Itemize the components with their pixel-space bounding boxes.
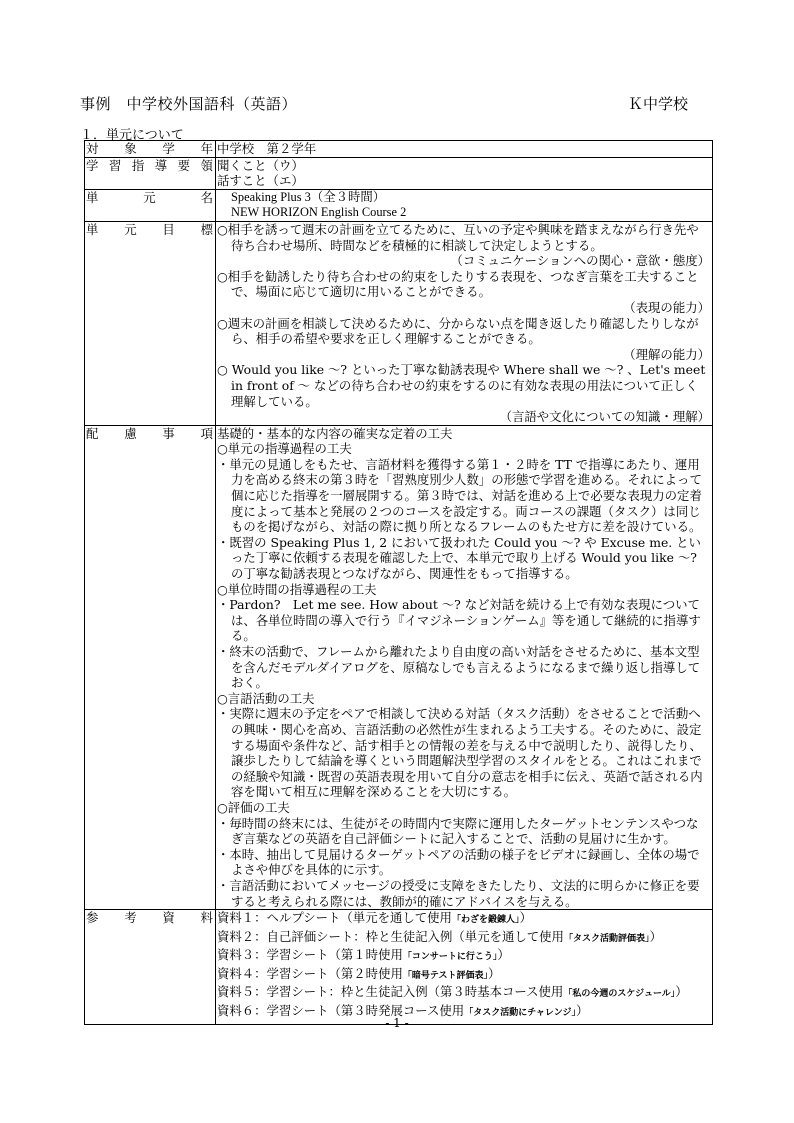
row-content [216, 221, 713, 425]
consideration-heading: 基礎的・基本的な内容の確実な定着の工夫 [217, 425, 453, 441]
grade-text: 中学校 第２学年 [217, 141, 317, 156]
row-label: 単元名 [85, 189, 216, 221]
consideration-subheading: ○単位時間の指導過程の工夫 [217, 581, 377, 597]
row-label: 単元目標 [85, 221, 216, 425]
textbook-name: NEW HORIZON English Course 2 [231, 205, 407, 220]
row-content [216, 189, 713, 221]
unit-plan-table [84, 140, 713, 1025]
consideration-bullet: ・終末の活動で、フレームから離れたより自由度の高い対話をさせるために、基本文型を含んだモデルダイアログを、原稿なしでも言えるようになるまで繰り返し指導しておく。 [217, 644, 701, 691]
reference-item: 資料４：学習シート（第２時使用「暗号テスト評価表」） [217, 965, 501, 981]
reference-item: 資料５：学習シート：枠と生徒記入例（第３時基本コース使用「私の今週のスケジュール」） [217, 984, 688, 1000]
page-number: - 1 - [385, 1016, 409, 1030]
row-label: 学習指導要領 [85, 157, 216, 189]
material-title-tag: 「私の今週のスケジュール」 [563, 989, 676, 1000]
table-row [85, 910, 713, 1025]
material-title-tag: 「タスク活動評価表」 [563, 933, 650, 944]
consideration-bullet: ・単元の見通しをもたせ、言語材料を獲得する第１・２時を TT で指導にあたり、運用力を高める終末の第３時を「習熟度別少人数」の形態で学習を進める。それによって個に応じた指導を一層展開する。第３時では、対話を進める上で必要な表現力の定着度によって基本と発展の２つのコースを設定する。両コースの課題（タスク）は同じものを掲げながら、対話の際に拠り所となるフレームのもたせ方に差を設けている。 [217, 456, 702, 535]
consideration-bullet: ・実際に週末の予定をペアで相談して決める対話（タスク活動）をさせることで活動への興味・関心を高め、言語活動の必然性が生まれるよう工夫する。そのために、設定する場面や条件など、話す相手との情報の差を与える中で説明したり、説得したり、譲歩したりして結論を導くという問題解決型学習のスタイルをとる。これはこれまでの経験や知識・既習の英語表現を用いて自分の意志を相手に伝え、英語で話される内容を聞いて相互に理解を深めることを大切にする。 [217, 706, 703, 800]
guideline-item: 聞くこと（ウ） [217, 157, 304, 173]
consideration-bullet: ・既習の Speaking Plus 1, 2 において扱われた Could you ～? や Excuse me. といった丁寧に依頼する表現を確認した上で、本単元で取り上げる Would you like ～? の丁寧な勧誘表現とつなげながら、関連性をもって指導する。 [217, 534, 701, 582]
material-title-tag: 「暗号テスト評価表」 [402, 970, 488, 981]
table-row [85, 425, 713, 909]
document-title: 事例 中学校外国語科（英語） [80, 95, 298, 113]
reference-item: 資料６：学習シート（第３時発展コース使用「タスク活動にチャレンジ」） [217, 1003, 589, 1019]
material-title-tag: 「わざを鍛錬人」 [451, 915, 520, 926]
section-heading: １．単元について [80, 128, 184, 143]
guideline-item: 話すこと（エ） [217, 173, 304, 189]
table-row [85, 221, 713, 425]
goal-text: ○週末の計画を相談して決めるために、分からない点を聞き返したり確認したりしながら、相手の希望や要求を正しく理解することができる。 [217, 315, 699, 347]
reference-item: 資料３：学習シート（第１時使用「コンサートに行こう」） [217, 947, 510, 963]
consideration-subheading: ○単元の指導過程の工夫 [217, 441, 352, 457]
consideration-bullet: ・言語活動においてメッセージの授受に支障をきたしたり、文法的に明らかに修正を要すると考えられる際には、教師が的確にアドバイスを与える。 [217, 877, 700, 909]
goal-text: ○相手を勧誘したり待ち合わせの約束をしたりする表現を、つなぎ言葉を工夫することで、場面に応じて適切に用いることができる。 [217, 268, 699, 300]
row-content [216, 910, 713, 1025]
material-title-tag: 「タスク活動にチャレンジ」 [464, 1008, 576, 1019]
goal-text: ○相手を誘って週末の計画を立てるために、互いの予定や興味を踏まえながら行き先や待ち合わせ場所、時間などを積極的に相談して決定しようとする。 [217, 221, 699, 253]
goal-category: （理解の能力） [623, 346, 710, 362]
row-label: 配慮事項 [85, 425, 216, 909]
consideration-bullet: ・Pardon? Let me see. How about ～? など対話を続ける上で有効な表現については、各単位時間の導入で行う『イマジネーションゲーム』等を通して継続的に指導する。 [217, 597, 701, 644]
consideration-bullet: ・本時、抽出して見届けるターゲットペアの活動の様子をビデオに録画し、全体の場でよさや伸びを具体的に示す。 [217, 846, 700, 878]
row-content [216, 141, 713, 158]
goal-category: （表現の能力） [623, 299, 710, 315]
reference-item: 資料２：自己評価シート：枠と生徒記入例（単元を通して使用「タスク活動評価表」） [217, 928, 662, 944]
consideration-bullet: ・毎時間の終末には、生徒がその時間内で実際に運用したターゲットセンテンスやつなぎ言葉などの英語を自己評価シートに記入することで、活動の見届けに生かす。 [217, 815, 699, 847]
unit-name: Speaking Plus 3（全３時間） [231, 189, 386, 204]
table-row [85, 157, 713, 189]
row-content [216, 425, 713, 909]
school-name: Ｋ中学校 [628, 95, 689, 113]
reference-item: 資料１：ヘルプシート（単元を通して使用「わざを鍛錬人」） [217, 910, 532, 926]
row-label: 対象学年 [85, 141, 216, 158]
table-row [85, 141, 713, 158]
consideration-subheading: ○評価の工夫 [217, 799, 290, 815]
table-row [85, 189, 713, 221]
goal-category: （コミュニケーションへの関心・意欲・態度） [450, 253, 710, 269]
goal-text: ○ Would you like ～? といった丁寧な勧誘表現や Where shall we ～? 、Let's meet in front of ～ などの待ち合わせの約束をするのに有効な表現の用法について正しく理解している。 [217, 362, 706, 409]
row-label: 参考資料 [85, 910, 216, 1025]
material-title-tag: 「コンサートに行こう」 [402, 952, 498, 963]
goal-category: （言語や文化についての知識・理解） [499, 409, 710, 425]
consideration-subheading: ○言語活動の工夫 [217, 690, 315, 706]
row-content [216, 157, 713, 189]
